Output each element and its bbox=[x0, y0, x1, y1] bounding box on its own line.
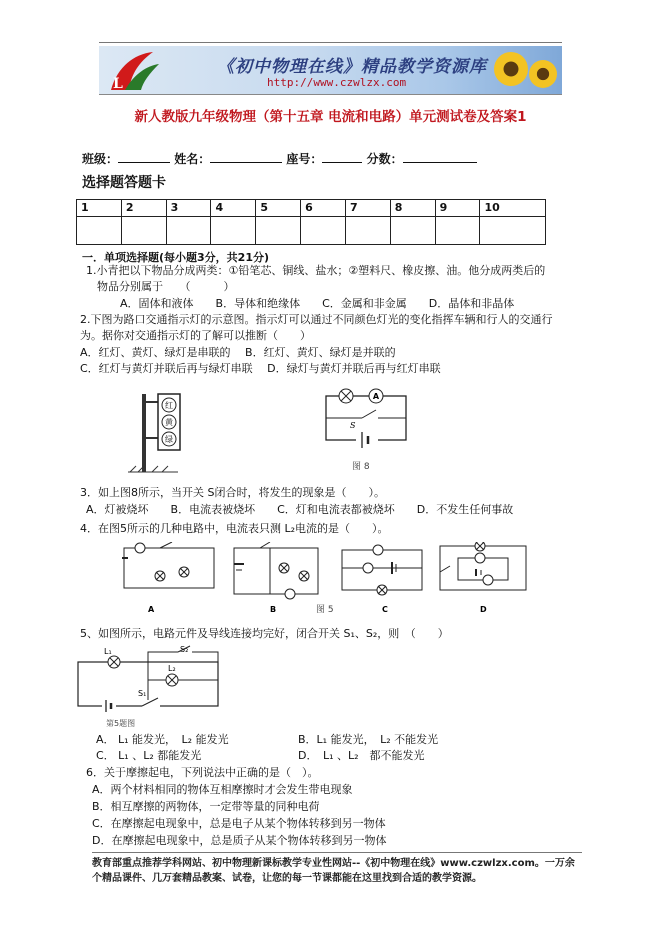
q5-option-d: D． L₁ 、L₂ 都不能发光 bbox=[298, 749, 425, 762]
class-label: 班级： bbox=[82, 152, 119, 166]
answer-cell[interactable] bbox=[345, 217, 390, 245]
figure-5-caption: 图 5 bbox=[316, 605, 334, 615]
yellow-light-label: 黄 bbox=[165, 418, 173, 427]
class-field[interactable] bbox=[118, 151, 170, 163]
answer-card-title: 选择题答题卡 bbox=[82, 175, 166, 191]
score-field[interactable] bbox=[403, 151, 477, 163]
s1-label: S₁ bbox=[138, 689, 147, 698]
answer-cell[interactable] bbox=[121, 217, 166, 245]
q5-stem: 5、如图所示，电路元件及导线连接均完好，闭合开关 S₁、S₂，则 （ ） bbox=[80, 627, 449, 640]
q1-stem-line2: 物品分别属于 （ ） bbox=[97, 280, 235, 293]
circuit-a-label: A bbox=[148, 605, 155, 614]
answer-cell[interactable] bbox=[480, 217, 546, 245]
l1-label: L₁ bbox=[104, 647, 112, 656]
answer-card-number: 3 bbox=[166, 200, 211, 217]
traffic-light-figure bbox=[128, 388, 208, 474]
q5-figure-caption: 第5题图 bbox=[106, 719, 136, 728]
answer-card-number: 8 bbox=[390, 200, 435, 217]
answer-card-number: 9 bbox=[435, 200, 480, 217]
seat-label: 座号： bbox=[286, 152, 323, 166]
answer-card-number: 7 bbox=[345, 200, 390, 217]
circuit-d bbox=[440, 542, 526, 614]
site-logo-icon bbox=[103, 48, 163, 94]
q1-stem-line1: 1.小青把以下物品分成两类：①铅笔芯、铜线、盐水；②塑料尺、橡皮擦、油。他分成两类后的 bbox=[86, 264, 546, 277]
q5-option-c: C． L₁ 、L₂ 都能发光 bbox=[96, 749, 202, 762]
circuit-b bbox=[234, 542, 318, 614]
q6-option-a: A．两个材料相同的物体互相摩擦时才会发生带电现象 bbox=[92, 783, 353, 796]
name-label: 姓名： bbox=[174, 152, 211, 166]
footer-promo-text: 教育部重点推荐学科网站、初中物理新课标教学专业性网站--《初中物理在线》www.czwlzx.com。一万余个精品课件、几万套精品教案、试卷，让您的每一节课都能在这里找到合适的教学资源。 bbox=[92, 858, 575, 884]
q2-options-ab: A．红灯、黄灯、绿灯是串联的 B．红灯、黄灯、绿灯是并联的 bbox=[80, 346, 396, 359]
red-light-label: 红 bbox=[165, 401, 173, 410]
circuit-a bbox=[122, 542, 214, 614]
figure-8-caption: 图 8 bbox=[352, 462, 370, 472]
circuit-c-label: C bbox=[382, 605, 388, 614]
answer-card-number: 4 bbox=[211, 200, 256, 217]
q2-options-cd: C．红灯与黄灯并联后再与绿灯串联 D．绿灯与黄灯并联后再与红灯串联 bbox=[80, 362, 441, 375]
document-title: 新人教版九年级物理（第十五章 电流和电路）单元测试卷及答案1 bbox=[134, 109, 527, 125]
l2-label: L₂ bbox=[168, 664, 176, 673]
q5-circuit-figure bbox=[76, 644, 226, 730]
answer-cell[interactable] bbox=[435, 217, 480, 245]
s2-label: S₂ bbox=[180, 645, 189, 654]
header-rule bbox=[99, 42, 562, 43]
sunflower-icon bbox=[529, 60, 557, 88]
name-field[interactable] bbox=[210, 151, 282, 163]
svg-text:L: L bbox=[113, 76, 123, 92]
q1-options: A．固体和液体 B．导体和绝缘体 C．金属和非金属 D．晶体和非晶体 bbox=[120, 297, 515, 310]
score-label: 分数： bbox=[366, 152, 403, 166]
switch-icon bbox=[362, 410, 376, 418]
answer-card-number: 10 bbox=[480, 200, 546, 217]
site-banner bbox=[99, 46, 562, 95]
answer-card-number: 6 bbox=[301, 200, 346, 217]
section-heading: 一．单项选择题(每小题3分，共21分) bbox=[82, 251, 270, 264]
q6-stem: 6．关于摩擦起电，下列说法中正确的是（ ）。 bbox=[86, 766, 319, 779]
sunflower-icon bbox=[494, 52, 528, 86]
q2-stem-line2: 为。据你对交通指示灯的了解可以推断（ ） bbox=[80, 329, 311, 342]
q5-option-a: A． L₁ 能发光， L₂ 能发光 bbox=[96, 733, 229, 746]
q6-option-b: B．相互摩擦的两物体，一定带等量的同种电荷 bbox=[92, 800, 320, 813]
student-info-line bbox=[82, 150, 477, 167]
answer-cell[interactable] bbox=[166, 217, 211, 245]
figure-8-circuit bbox=[322, 382, 412, 474]
answer-cell[interactable] bbox=[390, 217, 435, 245]
ammeter-label: A bbox=[372, 392, 380, 401]
banner-title: 《初中物理在线》精品教学资源库 bbox=[217, 57, 487, 77]
q6-option-c: C．在摩擦起电现象中，总是电子从某个物体转移到另一物体 bbox=[92, 817, 386, 830]
answer-card-number: 2 bbox=[121, 200, 166, 217]
q2-stem-line1: 2.下图为路口交通指示灯的示意图。指示灯可以通过不同颜色灯光的变化指挥车辆和行人的交通行 bbox=[80, 313, 553, 326]
q6-option-d: D．在摩擦起电现象中，总是质子从某个物体转移到另一物体 bbox=[92, 834, 387, 847]
seat-field[interactable] bbox=[322, 151, 362, 163]
answer-cell[interactable] bbox=[301, 217, 346, 245]
answer-cell[interactable] bbox=[77, 217, 122, 245]
banner-url[interactable]: http://www.czwlzx.com bbox=[267, 76, 407, 89]
circuit-d-label: D bbox=[480, 605, 487, 614]
answer-card-number: 1 bbox=[77, 200, 122, 217]
q4-stem: 4．在图5所示的几种电路中，电流表只测 L₂电流的是（ ）。 bbox=[80, 522, 389, 535]
circuit-c bbox=[342, 545, 422, 614]
switch-label: S bbox=[350, 421, 356, 430]
answer-card-answer-row bbox=[77, 217, 546, 245]
q5-option-b: B．L₁ 能发光， L₂ 不能发光 bbox=[298, 733, 439, 746]
circuit-b-label: B bbox=[270, 605, 277, 614]
answer-card-number: 5 bbox=[256, 200, 301, 217]
answer-card-table bbox=[76, 199, 546, 245]
q3-stem: 3．如上图8所示，当开关 S闭合时，将发生的现象是（ ）。 bbox=[80, 486, 385, 499]
green-light-label: 绿 bbox=[165, 435, 173, 444]
q3-options: A．灯被烧坏 B．电流表被烧坏 C．灯和电流表都被烧坏 D．不发生任何事故 bbox=[86, 503, 514, 516]
answer-cell[interactable] bbox=[256, 217, 301, 245]
answer-cell[interactable] bbox=[211, 217, 256, 245]
answer-card-header-row bbox=[77, 200, 546, 217]
footer-rule bbox=[92, 852, 582, 853]
